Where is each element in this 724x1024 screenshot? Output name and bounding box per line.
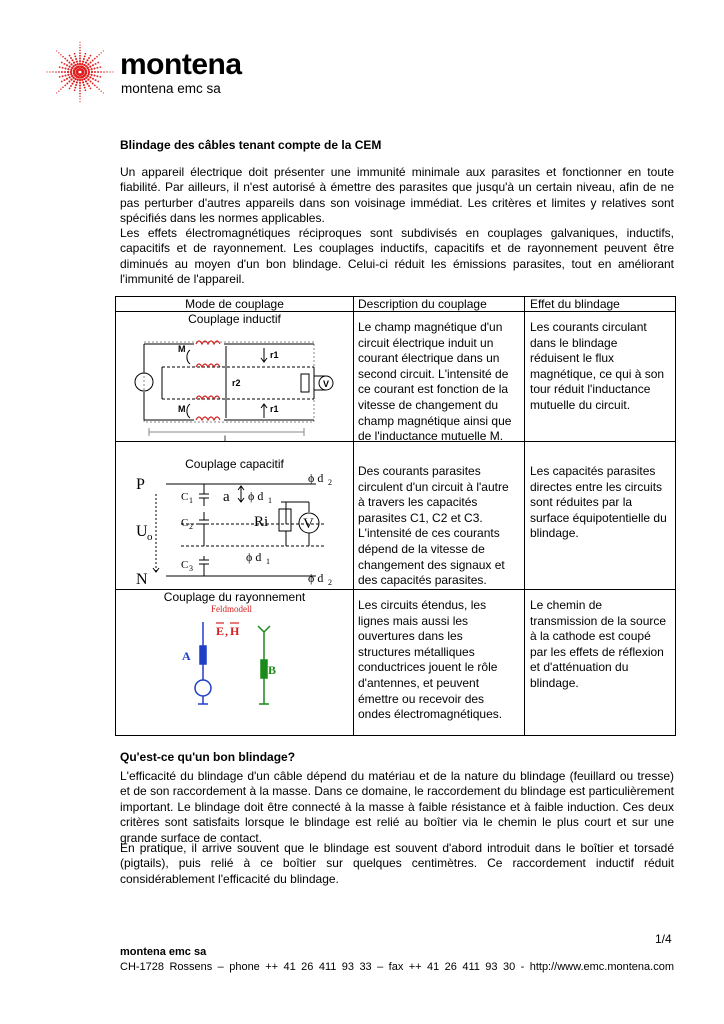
description-capacitive: Des courants parasites circulent d'un circuit à l'autre à travers les capacités parasites C1, C2 et C3. L'intensité de ces courants dépend de la vitesse de changement des signaux et des capacités parasites. (358, 464, 509, 588)
header-effect: Effet du blindage (530, 297, 620, 311)
inductive-coupling-diagram (124, 332, 346, 442)
label-phi-d1-bottom: ϕ d (246, 550, 262, 564)
label-feldmodell: Feldmodell (211, 604, 252, 614)
description-radiation: Les circuits étendus, les lignes mais aussi les ouvertures dans les structures métalliques conductrices jouent le rôle d'antennes, et peuvent émettre ou recevoir des ondes électromagnétiques. (358, 598, 503, 722)
section2-title: Qu'est-ce qu'un bon blindage? (120, 750, 296, 764)
label-n: N (136, 571, 148, 588)
label-l: l (224, 434, 226, 442)
label-phi-d1-top: ϕ d (248, 489, 264, 503)
header-mode: Mode de couplage (185, 297, 284, 311)
brand-name: montena (120, 48, 242, 81)
label-r1-top: r1 (270, 350, 279, 360)
intro-paragraph-2: Les effets électromagnétiques réciproques sont subdivisés en couplages galvaniques, inductifs, capacitifs et de rayonnement. Les couplages inductifs, capacitifs et de rayonnement peuvent être diminués au moyen d'un bon blindage. Celui-ci réduit les émissions parasites, tout en améliorant l'immunité de l'appareil. (120, 226, 674, 287)
effect-inductive: Les courants circulant dans le blindage réduisent le flux magnétique, ce qui à son tour réduit l'inductance mutuelle du circuit. (530, 320, 665, 412)
label-u: U (136, 523, 148, 540)
mode-capacitive: Couplage capacitif (185, 457, 284, 471)
label-phi-d2-top-sub: 2 (328, 478, 332, 487)
starburst-logo-icon (40, 34, 120, 104)
label-e: E (216, 624, 225, 638)
header-description: Description du couplage (358, 297, 487, 311)
section2-paragraph-2: En pratique, il arrive souvent que le blindage est souvent d'abord introduit dans le boîtier et torsadé (pigtails), puis relié à ce boîtier sur quelques centimètres. Ce raccordement inductif réduit considérablement l'efficacité du blindage. (120, 841, 674, 886)
label-v-cap: V (303, 516, 314, 532)
label-c3-sub: 3 (189, 564, 193, 573)
label-ri: Ri (254, 514, 269, 530)
label-phi-d2-top: ϕ d (308, 472, 324, 485)
capacitive-coupling-diagram (136, 472, 351, 588)
label-r2: r2 (232, 378, 241, 388)
label-h: H (230, 624, 240, 638)
radiation-coupling-diagram (176, 602, 296, 717)
mode-radiation: Couplage du rayonnement (163, 590, 306, 604)
label-a-antenna: A (182, 649, 191, 663)
mode-inductive: Couplage inductif (188, 312, 281, 326)
label-c3: C (181, 559, 189, 571)
brand-subtitle: montena emc sa (121, 81, 221, 96)
footer-address: CH-1728 Rossens – phone ++ 41 26 411 93 33 – fax ++ 41 26 411 93 30 - http://www.emc.montena.com (120, 961, 674, 973)
label-comma: , (225, 624, 228, 638)
label-m-bottom: M (178, 404, 186, 414)
label-a: a (223, 489, 230, 505)
label-v: V (323, 379, 330, 389)
label-c1: C (181, 491, 189, 503)
effect-radiation: Le chemin de transmission de la source à la cathode est coupé par les effets de réflexion et d'atténuation du blindage. (530, 598, 667, 690)
section2-paragraph-1: L'efficacité du blindage d'un câble dépend du matériau et de la nature du blindage (feuillard ou tresse) et de son raccordement à la masse. Dans ce domaine, le raccordement du blindage est particulièrement important. Le blindage doit être connecté à la masse à faible résistance et à faible induction. Ces deux critères sont satisfaits lorsque le blindage est relié au boîtier via le chemin le plus court et sur une grande surface de contact. (120, 769, 674, 845)
label-r1-bottom: r1 (270, 404, 279, 414)
label-phi-d2-bottom: ϕ d (308, 571, 324, 585)
coupling-table (115, 296, 676, 736)
label-m-top: M (178, 344, 186, 354)
page-number: 1/4 (655, 932, 672, 946)
label-p: P (136, 476, 145, 493)
effect-capacitive: Les capacités parasites directes entre les circuits sont réduites par la surface équipotentielle du blindage. (530, 464, 667, 541)
label-c1-sub: 1 (189, 496, 193, 505)
document-title: Blindage des câbles tenant compte de la CEM (120, 138, 382, 152)
label-phi-d1-bottom-sub: 1 (266, 557, 270, 566)
label-b-antenna: B (268, 663, 277, 677)
description-inductive: Le champ magnétique d'un circuit électrique induit un courant électrique dans un second circuit. L'intensité de ce courant est fonction de la vitesse de changement du champ magnétique ainsi que de l'inductance mutuelle M. (358, 320, 512, 444)
label-phi-d1-top-sub: 1 (268, 496, 272, 505)
footer-company-name: montena emc sa (120, 946, 207, 958)
label-c2: C (181, 517, 189, 529)
label-c2-sub: 2 (189, 522, 193, 531)
label-u-sub: o (147, 531, 153, 543)
intro-paragraph-1: Un appareil électrique doit présenter une immunité minimale aux parasites et fonctionner en toute fiabilité. Par ailleurs, il n'est autorisé à émettre des parasites que jusqu'à un certain niveau, afin de ne pas perturber d'autres appareils dans son voisinage immédiat. Les critères et limites y relatives sont spécifiés dans les normes applicables. (120, 165, 674, 226)
label-phi-d2-bottom-sub: 2 (328, 578, 332, 587)
